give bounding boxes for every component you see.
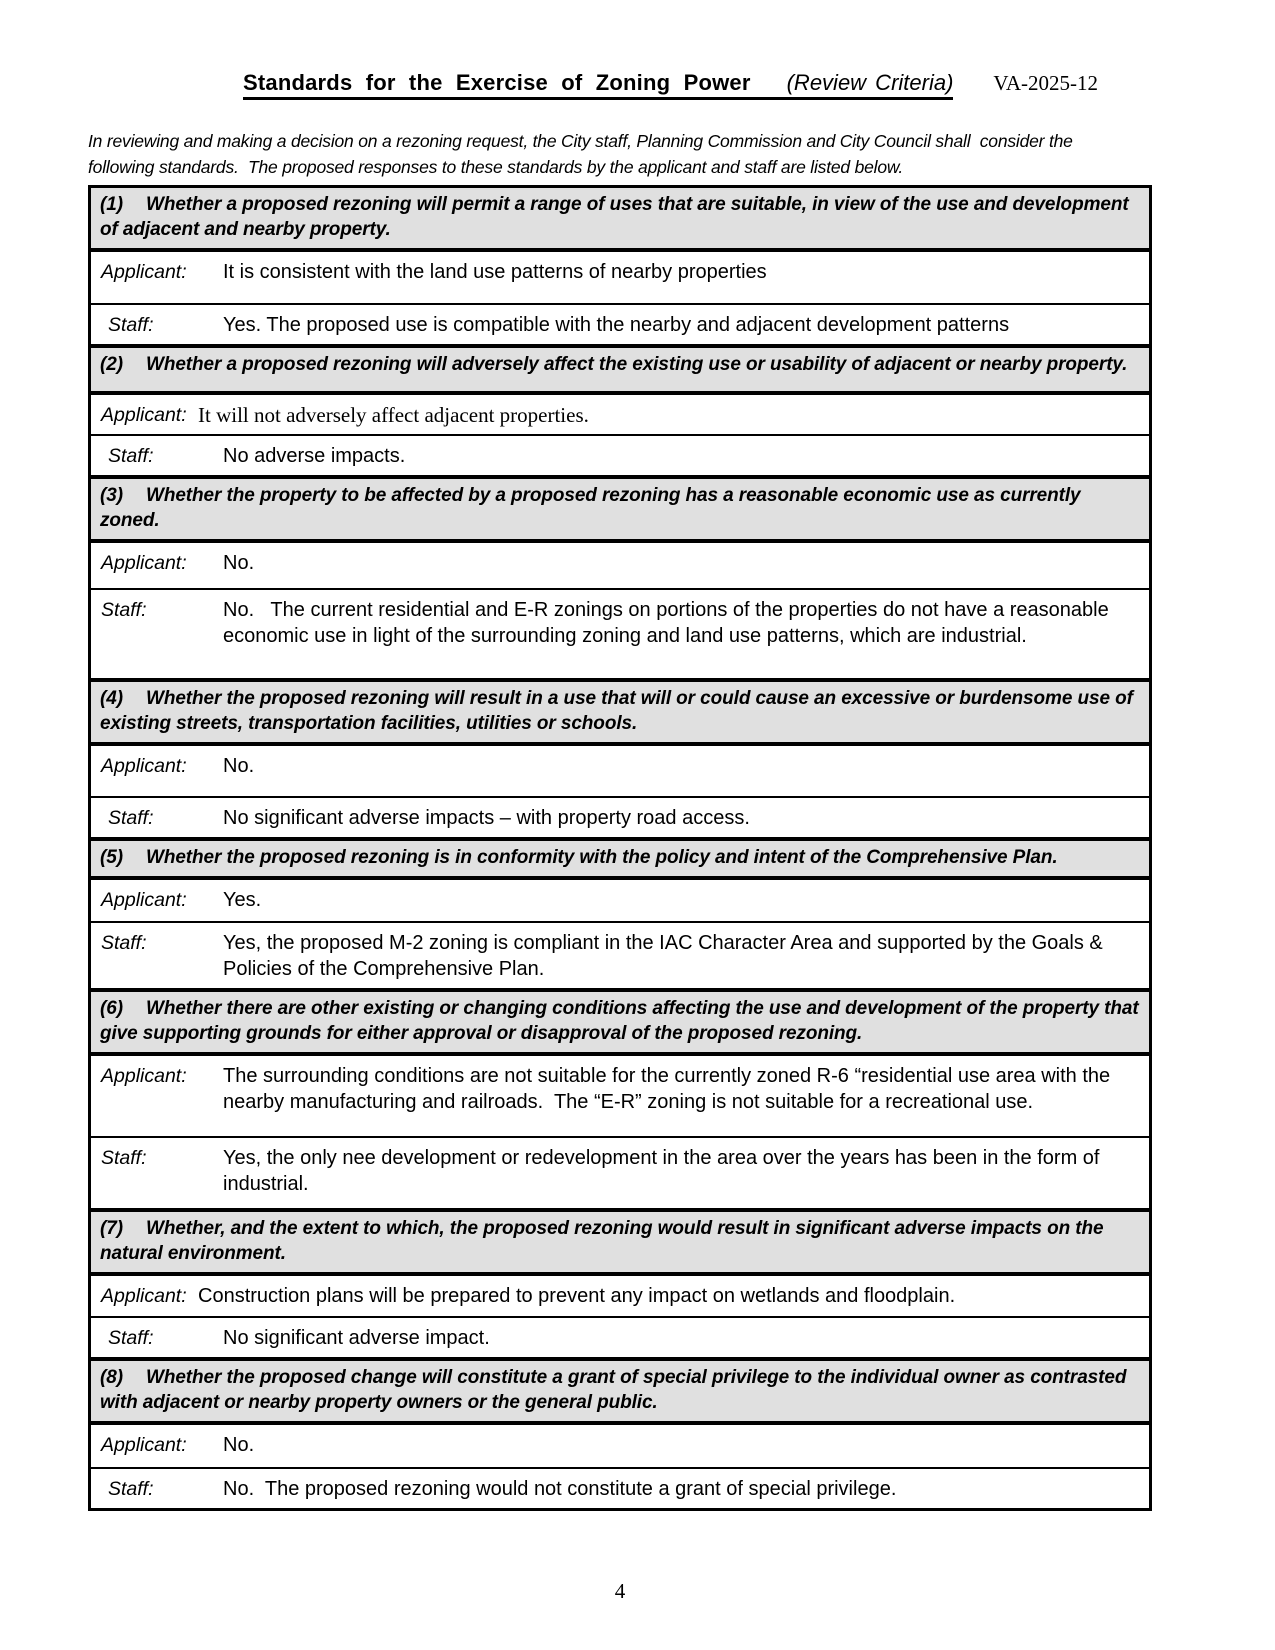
- criterion-header-7: [91, 1208, 1149, 1276]
- criterion-number: (8): [100, 1367, 123, 1388]
- staff-row-2: [91, 434, 1149, 475]
- case-number: VA-2025-12: [993, 71, 1099, 95]
- criterion-question: Whether the proposed change will constitute a grant of special privilege to the individual owner as contrasted with adjacent or nearby property owners or the general public.: [100, 1367, 1127, 1413]
- page-subtitle: (Review Criteria): [786, 70, 954, 95]
- criterion-number: (4): [100, 688, 123, 709]
- page-number: 4: [614, 1579, 626, 1603]
- document-header: [243, 70, 1152, 100]
- criterion-number: (3): [100, 485, 123, 506]
- staff-response: Yes, the only nee development or redevelopment in the area over the years has been in the form of industrial.: [223, 1147, 1106, 1195]
- staff-row-1: [91, 303, 1149, 344]
- staff-response: Yes. The proposed use is compatible with the nearby and adjacent development patterns: [223, 314, 1010, 336]
- staff-response: No adverse impacts.: [223, 445, 406, 467]
- staff-label: Staff:: [108, 314, 154, 336]
- criterion-number: (7): [100, 1218, 123, 1239]
- staff-response: Yes, the proposed M-2 zoning is compliant in the IAC Character Area and supported by the Goals & Policies of the Comprehensive Plan.: [223, 932, 1109, 980]
- criterion-question: Whether the proposed rezoning will result in a use that will or could cause an excessive or burdensome use of existing streets, transportation facilities, utilities or schools.: [100, 688, 1133, 734]
- criterion-header-8: [91, 1357, 1149, 1425]
- criterion-header-5: [91, 837, 1149, 880]
- criteria-table: [88, 185, 1152, 1511]
- applicant-label: Applicant:: [101, 1285, 187, 1307]
- applicant-label: Applicant:: [101, 1065, 187, 1087]
- applicant-row-4: [91, 746, 1149, 796]
- staff-row-6: [91, 1136, 1149, 1208]
- staff-label: Staff:: [108, 445, 154, 467]
- applicant-response: Construction plans will be prepared to prevent any impact on wetlands and floodplain.: [198, 1285, 956, 1307]
- applicant-response: No.: [223, 552, 255, 574]
- staff-label: Staff:: [108, 1327, 154, 1349]
- applicant-label: Applicant:: [101, 1434, 187, 1456]
- criterion-number: (6): [100, 998, 123, 1019]
- staff-row-5: [91, 921, 1149, 988]
- criterion-header-4: [91, 678, 1149, 746]
- criterion-question: Whether the property to be affected by a proposed rezoning has a reasonable economic use as currently zoned.: [100, 485, 1081, 531]
- criterion-header-1: [91, 188, 1149, 252]
- staff-response: No significant adverse impacts – with property road access.: [223, 807, 750, 829]
- criterion-number: (1): [100, 194, 123, 215]
- staff-row-8: [91, 1467, 1149, 1508]
- criterion-block-8: [91, 1357, 1149, 1508]
- applicant-label: Applicant:: [101, 552, 187, 574]
- applicant-label: Applicant:: [101, 755, 187, 777]
- criterion-question: Whether, and the extent to which, the proposed rezoning would result in significant adverse impacts on the natural environment.: [100, 1218, 1104, 1264]
- staff-row-3: [91, 588, 1149, 678]
- criterion-header-6: [91, 988, 1149, 1056]
- applicant-row-2: [91, 395, 1149, 434]
- staff-response: No significant adverse impact.: [223, 1327, 490, 1349]
- criterion-question: Whether a proposed rezoning will permit a range of uses that are suitable, in view of the use and development of adjacent and nearby property.: [100, 194, 1129, 240]
- staff-response: No. The current residential and E-R zonings on portions of the properties do not have a reasonable economic use in light of the surrounding zoning and land use patterns, which are industrial.: [223, 599, 1115, 647]
- applicant-response: It will not adversely affect adjacent properties.: [198, 403, 589, 427]
- staff-row-4: [91, 796, 1149, 837]
- criterion-block-4: [91, 678, 1149, 837]
- criterion-question: Whether the proposed rezoning is in conformity with the policy and intent of the Comprehensive Plan.: [146, 847, 1058, 868]
- criterion-question: Whether a proposed rezoning will adversely affect the existing use or usability of adjacent or nearby property.: [146, 354, 1128, 375]
- staff-label: Staff:: [101, 599, 147, 621]
- applicant-label: Applicant:: [101, 261, 187, 283]
- applicant-response: No.: [223, 1434, 255, 1456]
- applicant-row-5: [91, 880, 1149, 921]
- page-title: Standards for the Exercise of Zoning Power: [243, 70, 751, 95]
- applicant-row-1: [91, 252, 1149, 303]
- staff-row-7: [91, 1316, 1149, 1357]
- criterion-header-3: [91, 475, 1149, 543]
- criterion-block-2: [91, 344, 1149, 475]
- criterion-header-2: [91, 344, 1149, 395]
- applicant-response: Yes.: [223, 889, 262, 911]
- criterion-block-3: [91, 475, 1149, 678]
- applicant-row-8: [91, 1425, 1149, 1467]
- criterion-block-1: [91, 188, 1149, 344]
- applicant-row-6: [91, 1056, 1149, 1136]
- criterion-block-5: [91, 837, 1149, 988]
- applicant-response: The surrounding conditions are not suitable for the currently zoned R-6 “residential use area with the nearby manufacturing and railroads. The “E-R” zoning is not suitable for a recreational use.: [223, 1065, 1116, 1113]
- applicant-label: Applicant:: [101, 404, 187, 426]
- applicant-row-3: [91, 543, 1149, 588]
- criterion-question: Whether there are other existing or changing conditions affecting the use and development of the property that give supporting grounds for either approval or disapproval of the proposed rezoning.: [100, 998, 1139, 1044]
- staff-response: No. The proposed rezoning would not constitute a grant of special privilege.: [223, 1478, 897, 1500]
- staff-label: Staff:: [101, 1147, 147, 1169]
- title-group: [243, 70, 953, 100]
- intro-paragraph: In reviewing and making a decision on a rezoning request, the City staff, Planning Commission and City Council shall consider the following standards. The proposed responses to these standards by the applicant and staff are listed below.: [88, 131, 1078, 177]
- applicant-row-7: [91, 1276, 1149, 1316]
- staff-label: Staff:: [101, 932, 147, 954]
- criterion-number: (5): [100, 847, 123, 868]
- criterion-number: (2): [100, 354, 123, 375]
- staff-label: Staff:: [108, 1478, 154, 1500]
- criterion-block-7: [91, 1208, 1149, 1357]
- applicant-label: Applicant:: [101, 889, 187, 911]
- applicant-response: No.: [223, 755, 255, 777]
- applicant-response: It is consistent with the land use patterns of nearby properties: [223, 261, 767, 283]
- staff-label: Staff:: [108, 807, 154, 829]
- criterion-block-6: [91, 988, 1149, 1208]
